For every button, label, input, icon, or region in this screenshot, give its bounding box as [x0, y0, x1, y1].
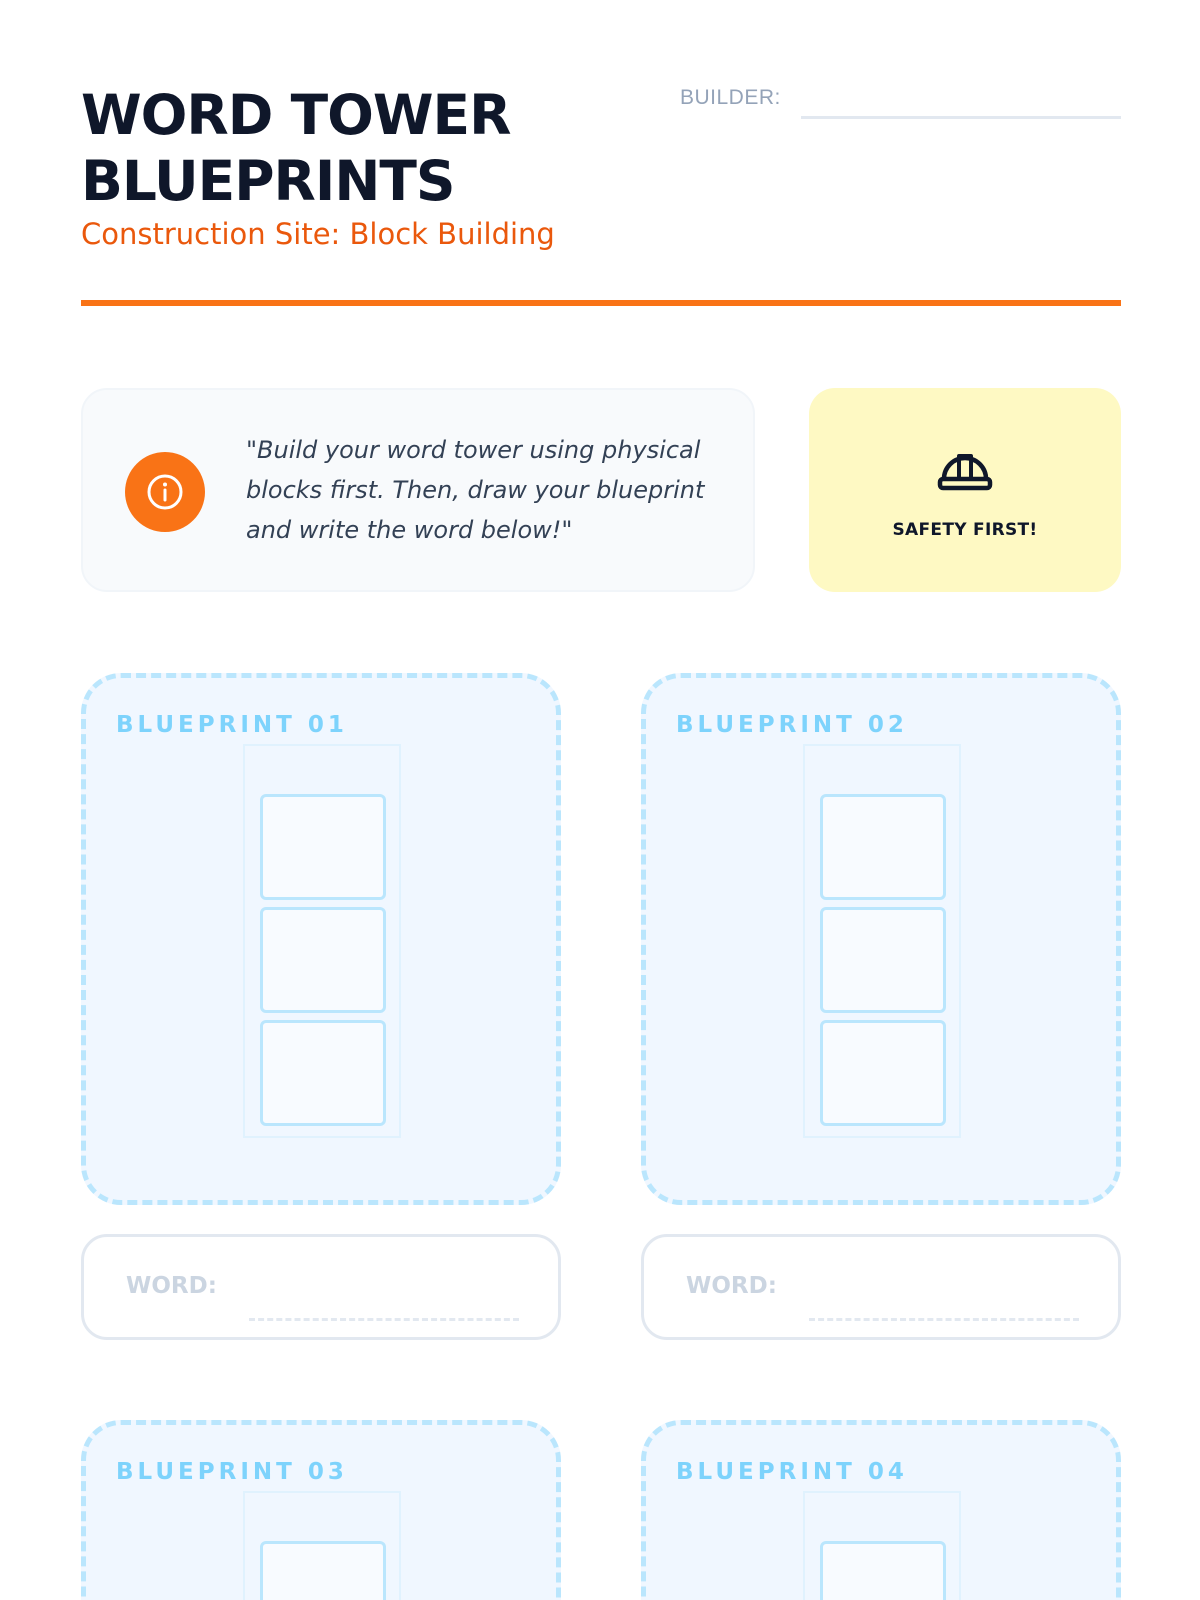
safety-card	[809, 388, 1121, 592]
tower-block[interactable]	[260, 794, 386, 900]
tower-block[interactable]	[820, 1541, 946, 1600]
blueprint-card-02[interactable]	[641, 673, 1121, 1205]
instructions-card	[81, 388, 755, 592]
info-icon	[125, 452, 205, 532]
word-answer-box-01[interactable]	[81, 1234, 561, 1340]
tower-frame	[803, 1491, 961, 1600]
blueprint-card-03[interactable]	[81, 1420, 561, 1600]
blueprint-title: BLUEPRINT 03	[116, 1459, 348, 1485]
tower-block[interactable]	[260, 1541, 386, 1600]
tower-block[interactable]	[820, 1020, 946, 1126]
page-subtitle: Construction Site: Block Building	[81, 217, 555, 251]
page-title: WORD TOWER BLUEPRINTS	[81, 83, 511, 213]
safety-label: SAFETY FIRST!	[892, 520, 1038, 540]
tower-block[interactable]	[260, 907, 386, 1013]
builder-label: BUILDER:	[680, 86, 781, 109]
blueprint-card-01[interactable]	[81, 673, 561, 1205]
tower-block[interactable]	[820, 794, 946, 900]
word-label: WORD:	[686, 1273, 777, 1299]
blueprint-title: BLUEPRINT 04	[676, 1459, 908, 1485]
header-divider	[81, 300, 1121, 306]
tower-block[interactable]	[260, 1020, 386, 1126]
blueprint-title: BLUEPRINT 01	[116, 712, 348, 738]
hard-hat-icon	[935, 443, 995, 493]
builder-name-field[interactable]	[801, 116, 1121, 119]
tower-frame	[243, 744, 401, 1138]
word-answer-box-02[interactable]	[641, 1234, 1121, 1340]
word-input-line[interactable]	[249, 1318, 519, 1321]
word-label: WORD:	[126, 1273, 217, 1299]
word-input-line[interactable]	[809, 1318, 1079, 1321]
tower-block[interactable]	[820, 907, 946, 1013]
blueprint-card-04[interactable]	[641, 1420, 1121, 1600]
instructions-text: "Build your word tower using physical blocks first. Then, draw your blueprint and write the word below!"	[246, 436, 705, 544]
tower-frame	[243, 1491, 401, 1600]
header	[81, 82, 1121, 306]
tower-frame	[803, 744, 961, 1138]
blueprint-title: BLUEPRINT 02	[676, 712, 908, 738]
